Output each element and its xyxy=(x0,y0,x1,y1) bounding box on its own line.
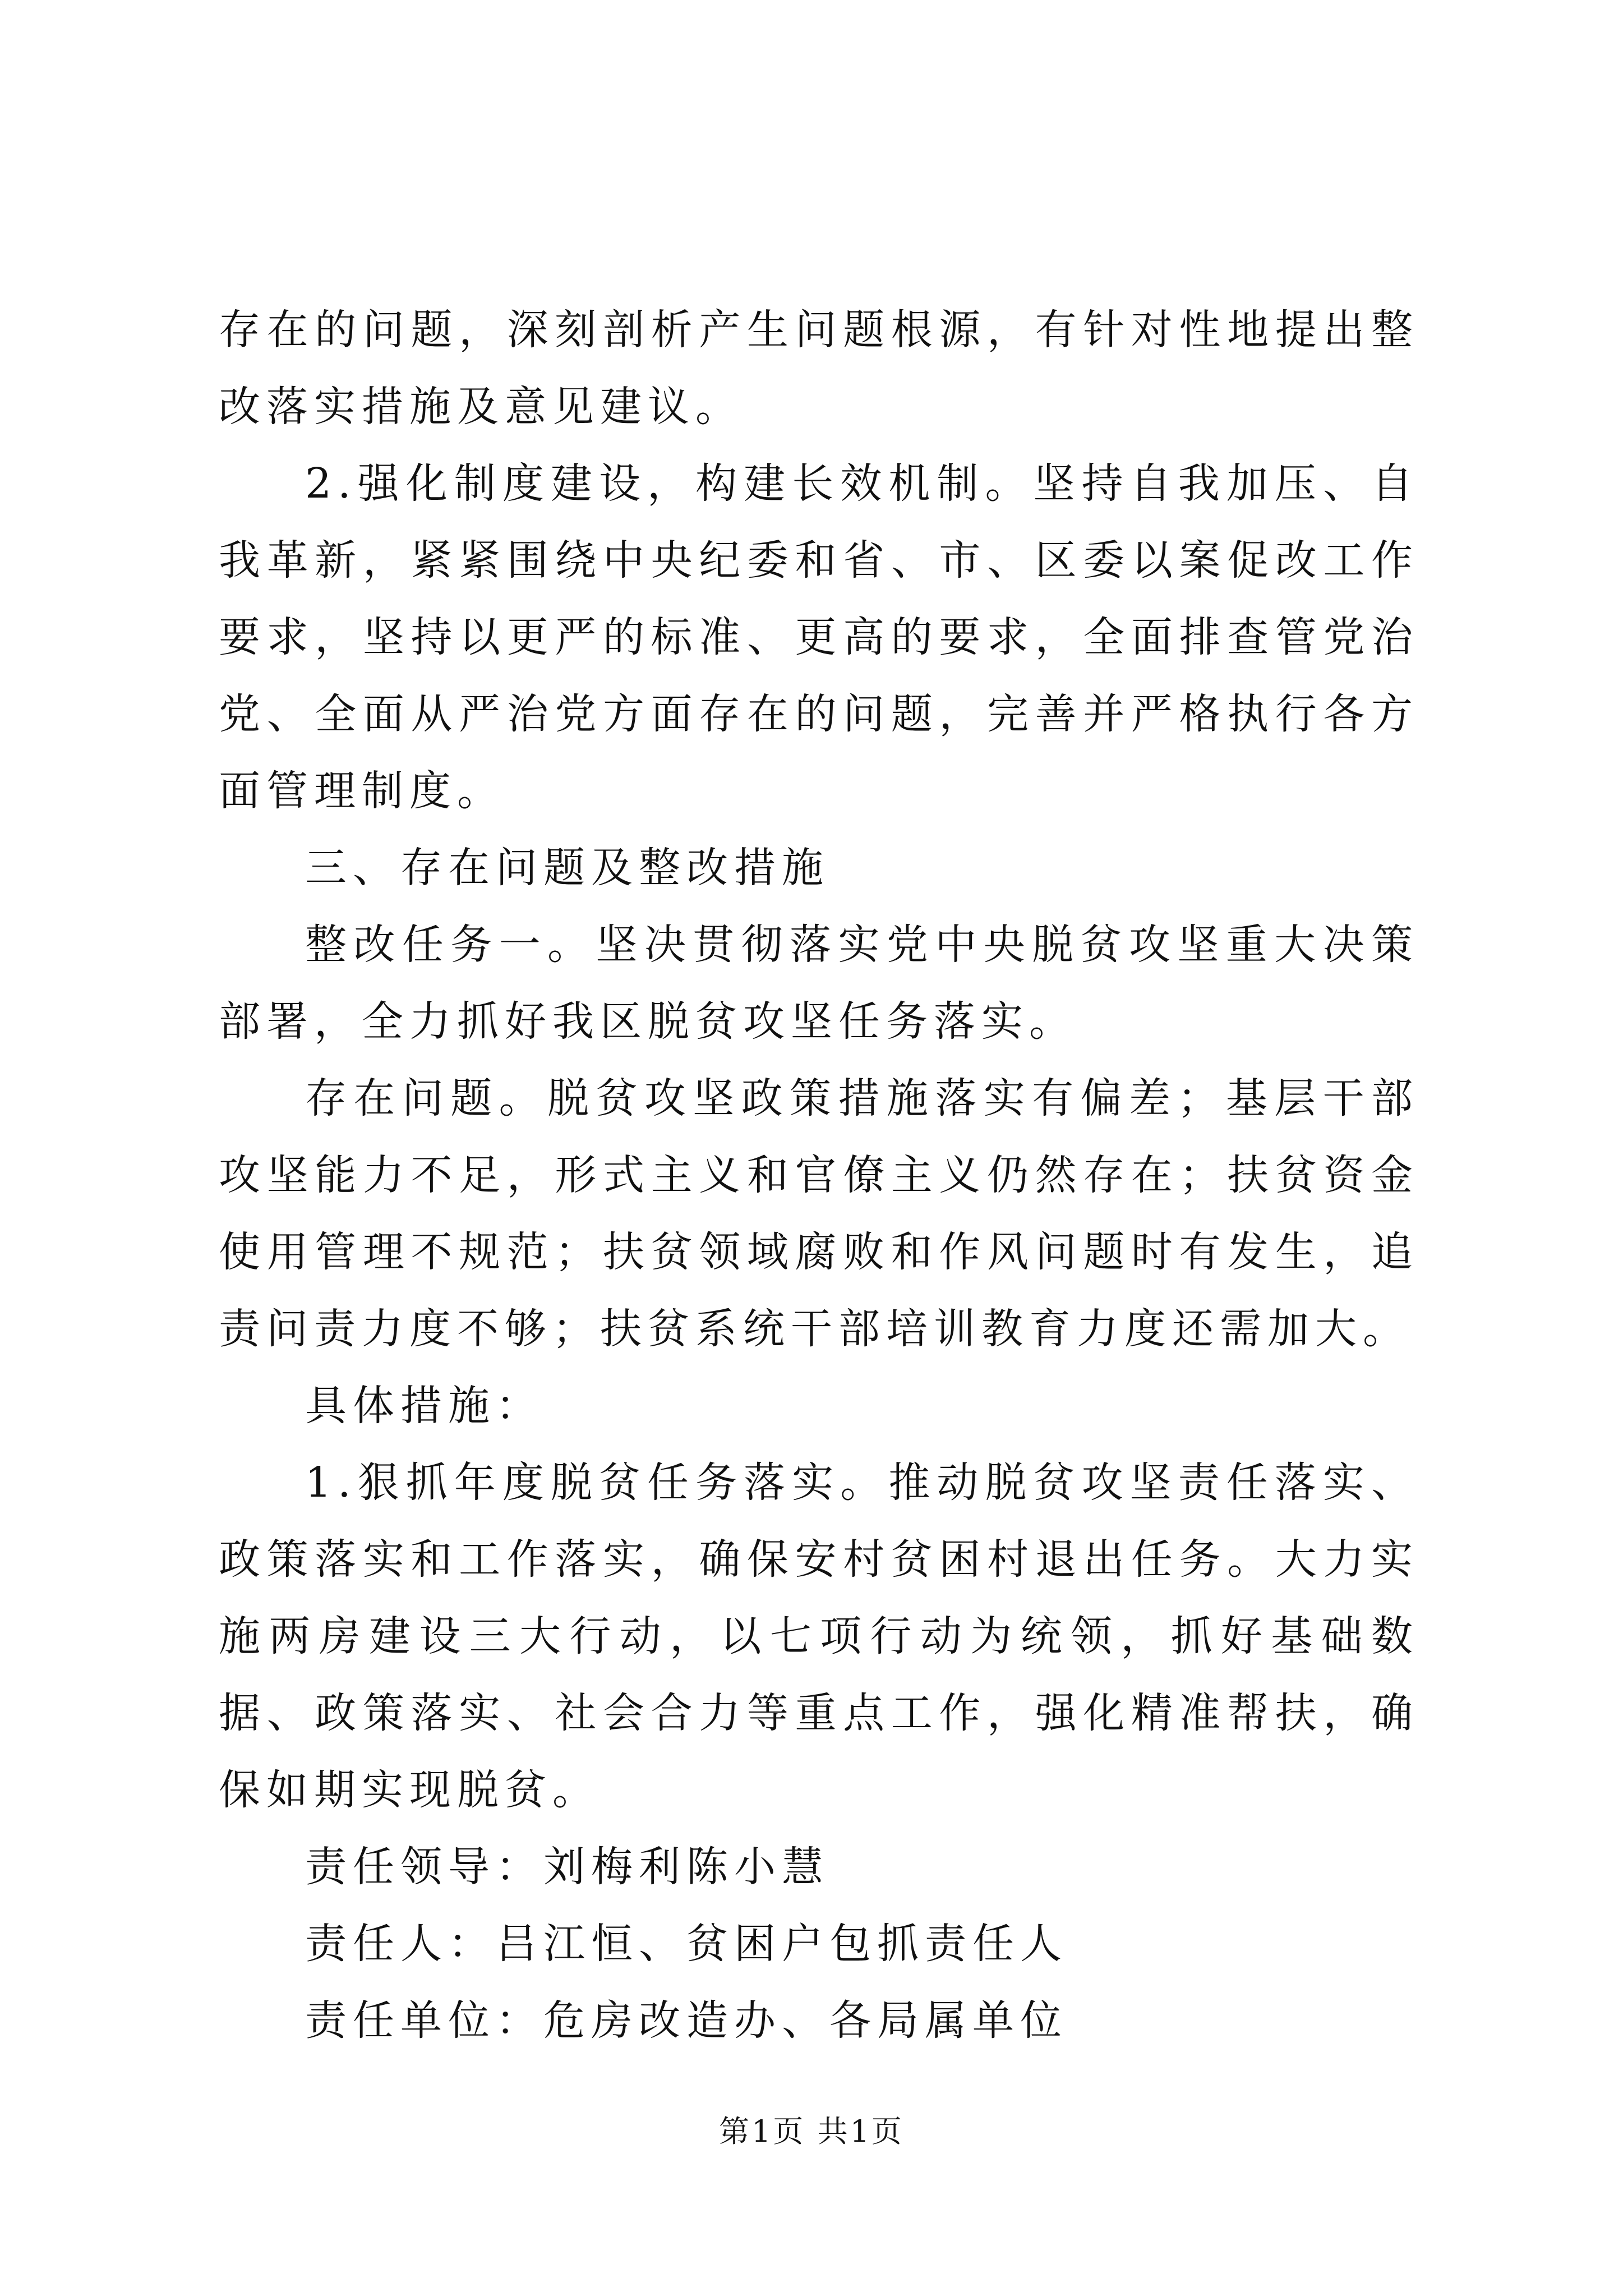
responsible-persons: 责任人：吕江恒、贫困户包抓责任人 xyxy=(305,1920,1068,1968)
responsible-units: 责任单位：危房改造办、各局属单位 xyxy=(305,1996,1068,2045)
paragraph-existing-problems: 存在问题。脱贫攻坚政策措施落实有偏差；基层干部攻坚能力不足，形式主义和官僚主义仍然存在；扶贫资金使用管理不规范；扶贫领域腐败和作风问题时有发生，追责问责力度不够；扶贫系统干部培训教育力度还需加大。 xyxy=(219,1074,1419,1353)
paragraph-institution-building: 2.强化制度建设，构建长效机制。坚持自我加压、自我革新，紧紧围绕中央纪委和省、市、区委以案促改工作要求，坚持以更严的标准、更高的要求，全面排查管党治党、全面从严治党方面存在的问题，完善并严格执行各方面管理制度。 xyxy=(219,459,1419,815)
responsible-leaders: 责任领导：刘梅利陈小慧 xyxy=(305,1843,829,1891)
page-footer: 第1页 共1页 xyxy=(719,2114,904,2149)
document-body xyxy=(219,292,1419,2059)
paragraph-measure-one: 1.狠抓年度脱贫任务落实。推动脱贫攻坚责任落实、政策落实和工作落实，确保安村贫困村退出任务。大力实施两房建设三大行动，以七项行动为统领，抓好基础数据、政策落实、社会合力等重点工作，强化精准帮扶，确保如期实现脱贫。 xyxy=(219,1458,1419,1814)
paragraph-continuation: 存在的问题，深刻剖析产生问题根源，有针对性地提出整改落实措施及意见建议。 xyxy=(219,306,1419,431)
paragraph-measures-label: 具体措施： xyxy=(305,1382,543,1430)
section-heading: 三、存在问题及整改措施 xyxy=(305,844,829,892)
paragraph-rectification-task: 整改任务一。坚决贯彻落实党中央脱贫攻坚重大决策部署，全力抓好我区脱贫攻坚任务落实。 xyxy=(219,921,1419,1046)
